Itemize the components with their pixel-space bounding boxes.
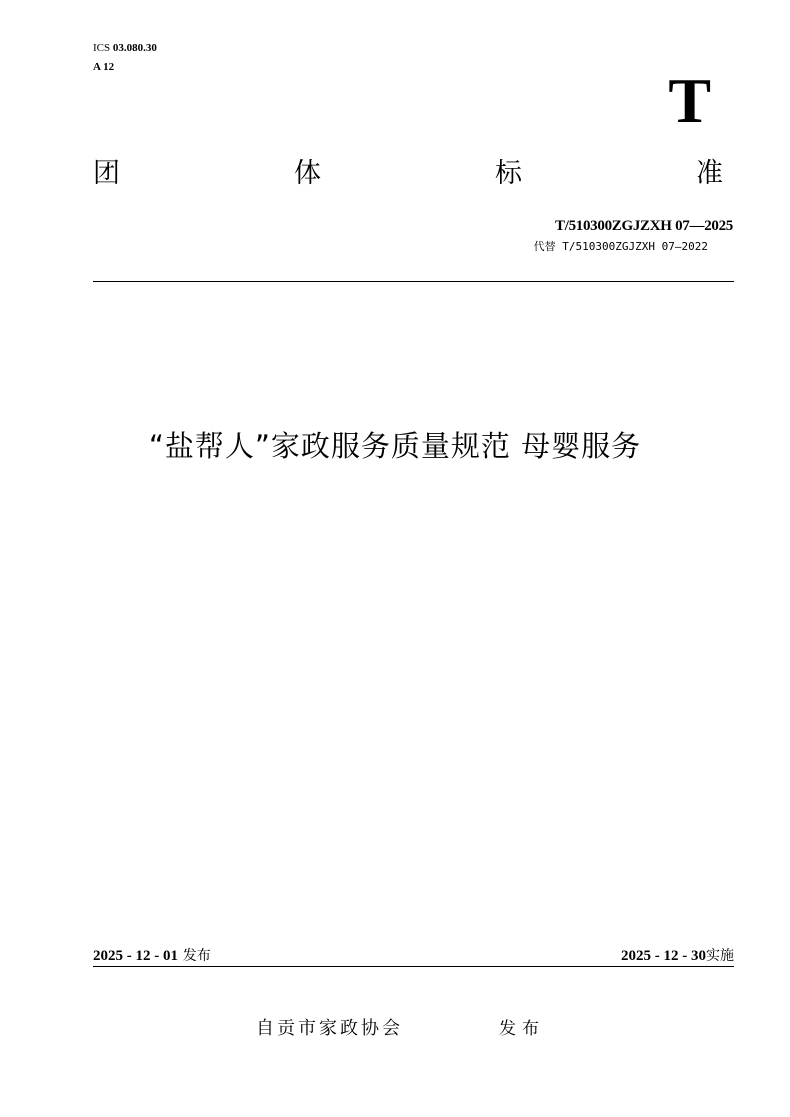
- classification-code: A 12: [93, 61, 115, 73]
- implement-date-label: 实施: [706, 948, 734, 964]
- implement-date-value: 2025 - 12 - 30: [621, 948, 706, 964]
- standard-number: T/510300ZGJZXH 07—2025: [555, 218, 733, 234]
- publisher-name: 自贡市家政协会: [256, 1018, 403, 1039]
- publisher-action: 发布: [499, 1019, 545, 1039]
- standard-category-letter: T: [668, 65, 711, 136]
- publish-date-label: 发布: [182, 948, 211, 964]
- document-title: “盐帮人”家政服务质量规范 母婴服务: [148, 429, 642, 463]
- header-divider: [93, 281, 734, 282]
- standard-type-char: 标: [495, 158, 522, 189]
- standard-type-heading: [93, 154, 723, 194]
- publish-date: [93, 945, 211, 966]
- footer-divider: [93, 966, 734, 967]
- standard-type-char: 体: [294, 158, 321, 189]
- standard-type-char: 团: [93, 158, 120, 189]
- implement-date: [621, 945, 734, 966]
- publish-date-value: 2025 - 12 - 01: [93, 948, 178, 964]
- replaced-standard: 代替 T/510300ZGJZXH 07—2022: [533, 240, 708, 253]
- standard-type-char: 准: [696, 158, 723, 189]
- ics-code: 03.080.30: [112, 42, 157, 54]
- ics-line: [93, 42, 157, 55]
- ics-label: ICS: [93, 42, 111, 54]
